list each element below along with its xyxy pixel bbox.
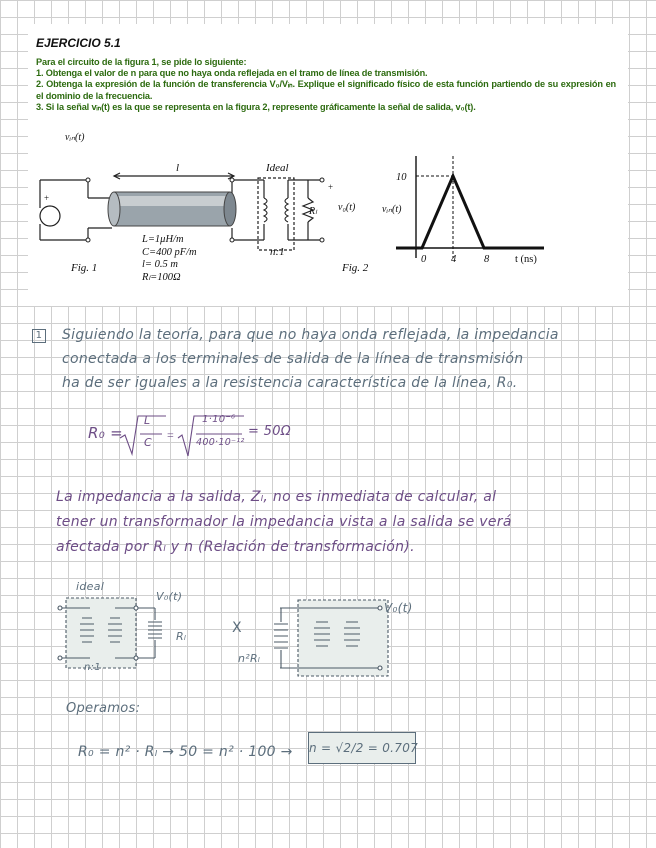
sketch-vo2-label: V₀(t): [384, 601, 413, 615]
eq1-num-1: L: [144, 414, 151, 427]
svg-text:+: +: [44, 193, 50, 203]
eq2-expression: R₀ = n² · Rₗ → 50 = n² · 100 →: [78, 744, 293, 760]
tick-0: 0: [421, 254, 427, 265]
param-RL: Rₗ=100Ω: [142, 271, 181, 283]
peak-label: 10: [396, 172, 407, 183]
p2-line-2: tener un transformador la impedancia vista a la salida se verá: [56, 514, 512, 530]
tick-8: 8: [484, 254, 490, 265]
parameters: [142, 234, 197, 284]
ideal-label: Ideal: [266, 162, 289, 174]
tick-4: 4: [451, 254, 457, 265]
length-label: l: [176, 162, 180, 174]
plot-x-label: t (ns): [515, 254, 537, 265]
p1-line-3: ha de ser iguales a la resistencia característica de la línea, R₀.: [62, 375, 518, 391]
exercise-title: EJERCICIO 5.1: [36, 36, 121, 50]
p2-line-1: La impedancia a la salida, Zₗ, no es inmediata de calcular, al: [56, 489, 497, 505]
param-C: C=400 pF/m: [142, 246, 197, 258]
figure-2-label: Fig. 2: [342, 262, 369, 274]
statement-item-1: 1. Obtenga el valor de n para que no haya onda reflejada en el tramo de línea de transmisión.: [36, 68, 428, 78]
p2-line-3: afectada por Rₗ y n (Relación de transformación).: [56, 539, 415, 555]
eq1-den-1: C: [144, 436, 152, 449]
output-label: v₀(t): [338, 202, 356, 213]
statement-item-3: 3. Si la señal vᵢₙ(t) es la que se representa en la figura 2, represente gráficamente la señal de salida, v₀(t).: [36, 102, 476, 112]
sketch-ideal-label: ideal: [76, 580, 105, 593]
answer-number-box: 1: [32, 329, 46, 343]
sketch-n2rl-label: n²Rₗ: [238, 652, 261, 665]
source-label: vᵢₙ(t): [65, 132, 85, 143]
statement-item-2: 2. Obtenga la expresión de la función de transferencia V₀/Vᵢₙ. Explique el significado físico de esta función partiendo de su expresión en el dominio de la frecuencia.: [36, 79, 616, 101]
sketch-rl-label: Rₗ: [176, 630, 187, 643]
svg-text:=: =: [167, 428, 174, 442]
eq1-num-2: 1·10⁻⁶: [202, 414, 236, 425]
sketch-vo-label: V₀(t): [156, 590, 183, 603]
sketch-cross-mark: X: [232, 620, 242, 636]
p1-line-2: conectada a los terminales de salida de la línea de transmisión: [62, 351, 524, 367]
ratio-label: n:1: [270, 246, 285, 258]
param-L: L=1μH/m: [142, 234, 184, 245]
exercise-statement: [28, 24, 628, 306]
operamos-label: Operamos:: [66, 701, 141, 716]
figure-1-label: Fig. 1: [71, 262, 98, 274]
input-pulse: [396, 176, 544, 248]
svg-text:+: +: [328, 182, 334, 192]
eq1-result: = 50Ω: [248, 424, 292, 439]
plot-y-label: vᵢₙ(t): [382, 204, 402, 215]
param-l: l= 0.5 m: [142, 259, 178, 270]
eq1-den-2: 400·10⁻¹²: [196, 437, 245, 448]
statement-intro: Para el circuito de la figura 1, se pide lo siguiente:: [36, 57, 247, 67]
eq1-lhs: R₀ =: [88, 424, 123, 442]
eq2-boxed-result: n = √2/2 = 0.707: [308, 732, 416, 764]
load-label: Rₗ: [309, 206, 317, 217]
sketch-ratio-label: n:1: [84, 662, 101, 673]
p1-line-1: Siguiendo la teoría, para que no haya onda reflejada, la impedancia: [62, 327, 559, 343]
